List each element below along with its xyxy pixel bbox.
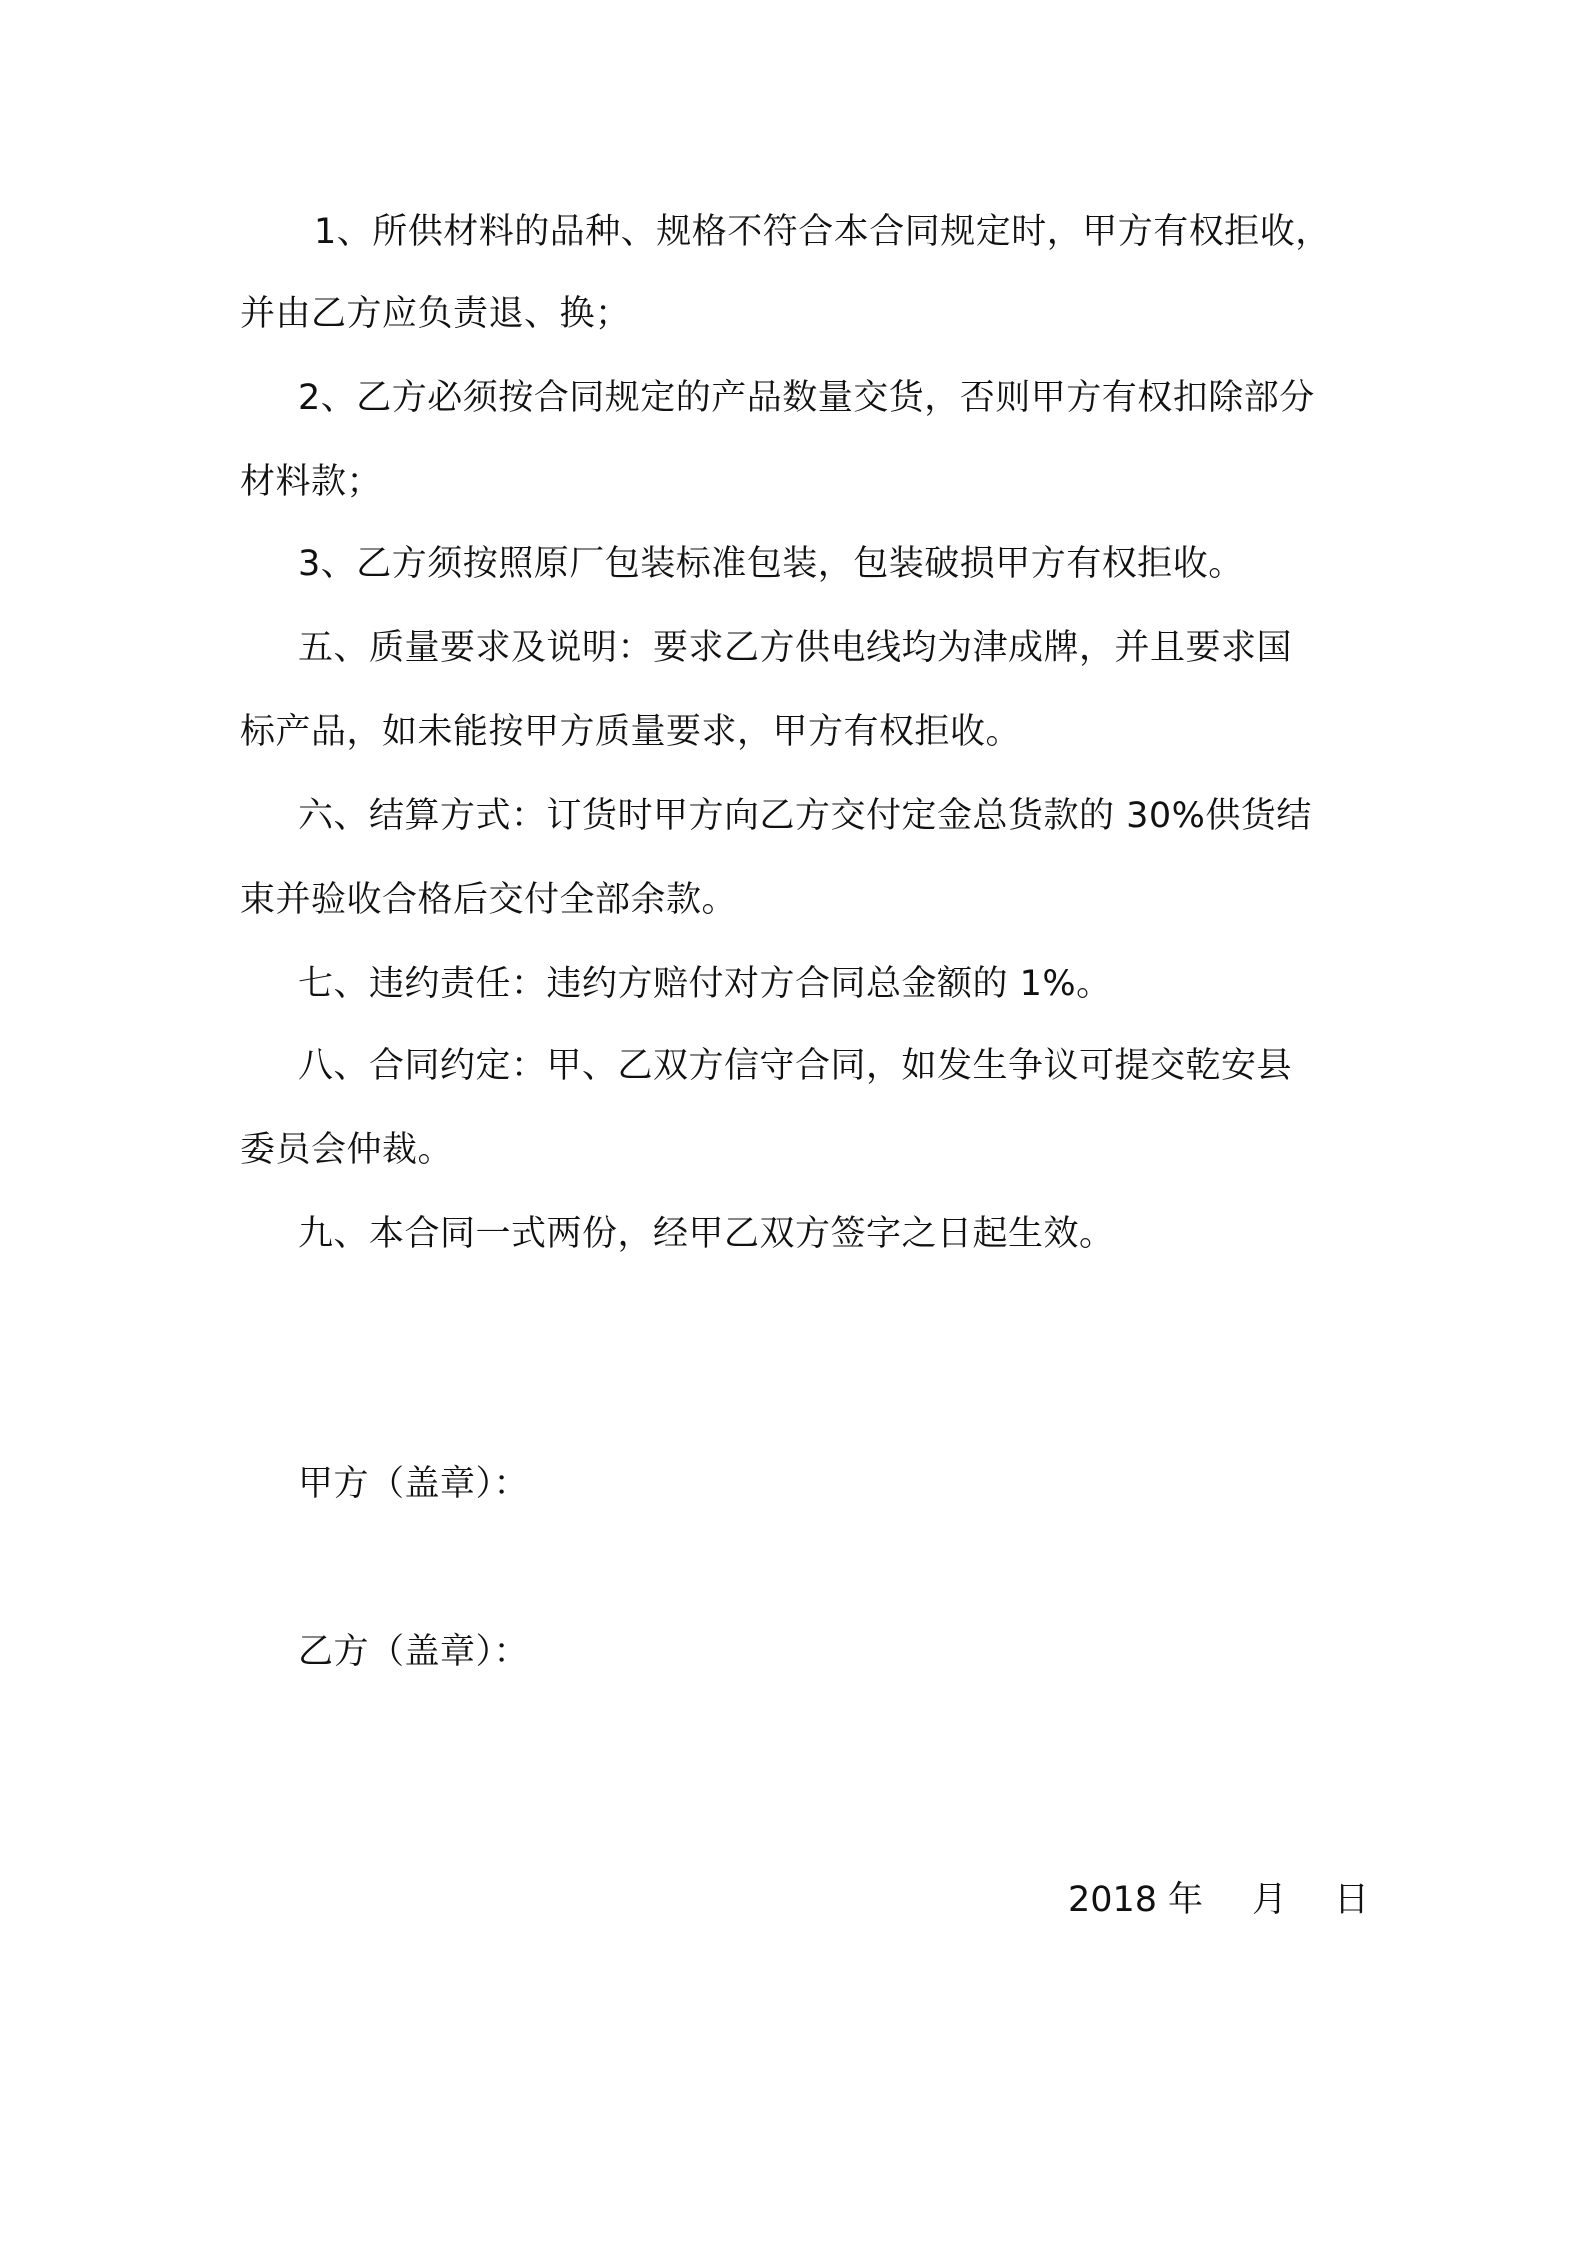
party-b-signature: 乙方（盖章）：	[298, 1632, 530, 1672]
section-6-line-2: 束并验收合格后交付全部余款。	[240, 880, 738, 920]
date-year: 2018	[1068, 1880, 1158, 1920]
party-a-signature: 甲方（盖章）：	[298, 1464, 530, 1504]
signing-date	[1068, 1878, 1369, 1922]
section-8-line-2: 委员会仲裁。	[240, 1130, 454, 1170]
date-year-unit: 年	[1168, 1880, 1204, 1920]
clause-2-line-2: 材料款；	[240, 462, 383, 502]
section-5-line-1: 五、质量要求及说明：要求乙方供电线均为津成牌，并且要求国	[298, 628, 1293, 668]
date-day-unit: 日	[1334, 1880, 1370, 1920]
date-month-unit: 月	[1252, 1880, 1288, 1920]
section-5-line-2: 标产品，如未能按甲方质量要求，甲方有权拒收。	[240, 712, 1022, 752]
clause-2-line-1: 2、乙方必须按合同规定的产品数量交货，否则甲方有权扣除部分	[298, 378, 1315, 418]
section-9-line-1: 九、本合同一式两份，经甲乙双方签字之日起生效。	[298, 1214, 1115, 1254]
section-7-line-1: 七、违约责任：违约方赔付对方合同总金额的 1%。	[298, 964, 1112, 1004]
clause-1-line-2: 并由乙方应负责退、换；	[240, 294, 631, 334]
section-8-line-1: 八、合同约定：甲、乙双方信守合同，如发生争议可提交乾安县	[298, 1046, 1293, 1086]
clause-3-line-1: 3、乙方须按照原厂包装标准包装，包装破损甲方有权拒收。	[298, 544, 1244, 584]
section-6-line-1: 六、结算方式：订货时甲方向乙方交付定金总货款的 30%供货结	[298, 796, 1312, 836]
clause-1-line-1: 1、所供材料的品种、规格不符合本合同规定时，甲方有权拒收，	[314, 212, 1331, 252]
